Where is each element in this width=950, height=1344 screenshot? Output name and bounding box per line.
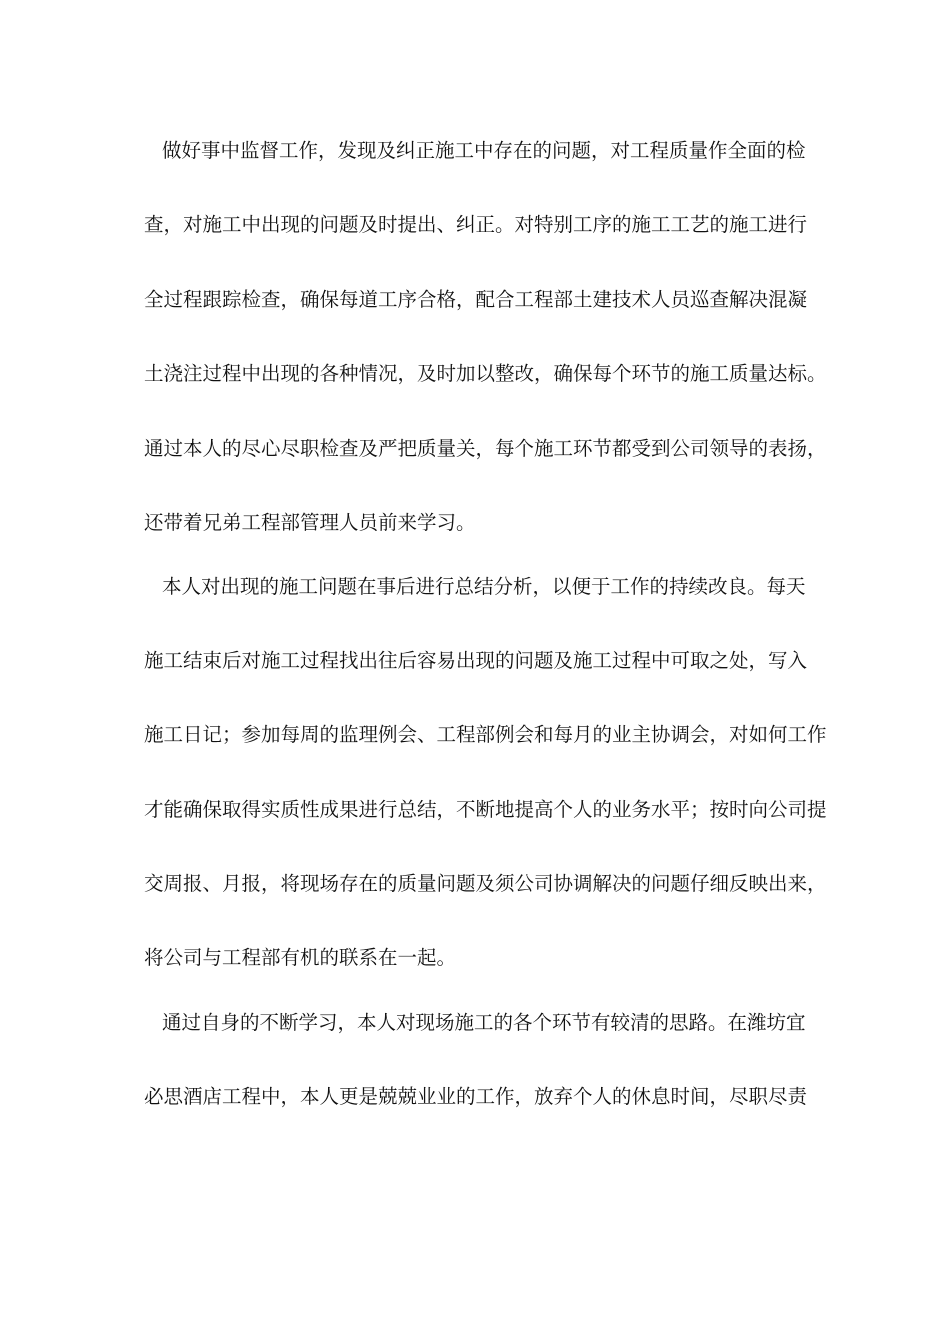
paragraph-1-line-1: 做好事中监督工作，发现及纠正施工中存在的问题，对工程质量作全面的检 [162,139,806,162]
paragraph-1-line-4: 土浇注过程中出现的各种情况，及时加以整改，确保每个环节的施工质量达标。 [144,362,827,385]
paragraph-1-line-3: 全过程跟踪检查，确保每道工序合格，配合工程部土建技术人员巡查解决混凝 [144,288,808,311]
paragraph-2-line-2: 施工结束后对施工过程找出往后容易出现的问题及施工过程中可取之处，写入 [144,649,808,672]
paragraph-2-line-6: 将公司与工程部有机的联系在一起。 [144,946,457,969]
paragraph-2-line-3: 施工日记；参加每周的监理例会、工程部例会和每月的业主协调会，对如何工作 [144,723,827,746]
paragraph-2-line-1: 本人对出现的施工问题在事后进行总结分析，以便于工作的持续改良。每天 [162,575,806,598]
paragraph-3-line-1: 通过自身的不断学习，本人对现场施工的各个环节有较清的思路。在潍坊宜 [162,1011,806,1034]
paragraph-2-line-5: 交周报、月报，将现场存在的质量问题及须公司协调解决的问题仔细反映出来， [144,872,827,895]
paragraph-1-line-2: 查，对施工中出现的问题及时提出、纠正。对特别工序的施工工艺的施工进行 [144,213,808,236]
paragraph-2-line-4: 才能确保取得实质性成果进行总结，不断地提高个人的业务水平；按时向公司提 [144,798,827,821]
paragraph-3-line-2: 必思酒店工程中，本人更是兢兢业业的工作，放弃个人的休息时间，尽职尽责 [144,1085,808,1108]
paragraph-1-line-6: 还带着兄弟工程部管理人员前来学习。 [144,511,476,534]
paragraph-1-line-5: 通过本人的尽心尽职检查及严把质量关，每个施工环节都受到公司领导的表扬， [144,437,827,460]
